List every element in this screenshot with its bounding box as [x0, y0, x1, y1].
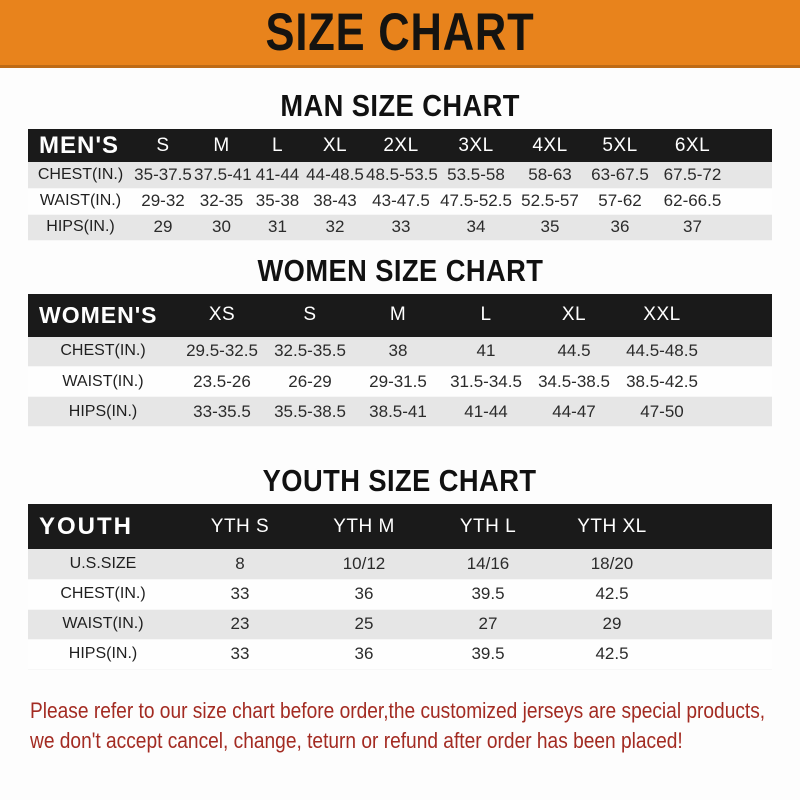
table-cell: 29: [133, 214, 193, 240]
table-cell: 39.5: [426, 579, 550, 609]
table-cell: 33: [365, 214, 437, 240]
men-size-table: [28, 129, 772, 241]
column-header: XXL: [643, 304, 681, 325]
column-header: YTH L: [459, 515, 517, 537]
table-cell: 31.5-34.5: [442, 367, 530, 397]
table-cell: [730, 214, 772, 240]
table-cell: HIPS(IN.): [28, 639, 178, 669]
table-cell: 35-37.5: [133, 162, 193, 188]
table-cell: 41-44: [250, 162, 305, 188]
table-cell: [674, 579, 772, 609]
table-cell: 25: [302, 609, 426, 639]
table-cell: 14/16: [426, 549, 550, 579]
table-cell: [730, 188, 772, 214]
table-cell: 43-47.5: [365, 188, 437, 214]
column-header: S: [156, 134, 170, 156]
table-cell: 67.5-72: [655, 162, 730, 188]
column-header: M: [213, 134, 230, 156]
table-cell: 33: [178, 579, 302, 609]
youth-section-title: YOUTH SIZE CHART: [263, 463, 537, 498]
table-cell: 48.5-53.5: [365, 162, 437, 188]
table-cell: 23.5-26: [178, 367, 266, 397]
table-header-row: [28, 129, 772, 162]
table-row: [28, 367, 772, 397]
table-cell: 52.5-57: [515, 188, 585, 214]
table-cell: 38-43: [305, 188, 365, 214]
table-row: [28, 214, 772, 240]
table-cell: [674, 609, 772, 639]
table-cell: 38.5-42.5: [618, 367, 706, 397]
table-cell: [730, 162, 772, 188]
column-header: YTH M: [333, 515, 395, 537]
table-cell: 42.5: [550, 639, 674, 669]
table-header-row: [28, 504, 772, 549]
footer-line-1: Please refer to our size chart before order,the customized jerseys are special products,: [30, 697, 766, 723]
table-cell: [706, 397, 772, 427]
table-cell: 38: [354, 337, 442, 367]
table-cell: 37: [655, 214, 730, 240]
women-size-table: [28, 294, 772, 428]
table-cell: 34: [437, 214, 515, 240]
table-row: [28, 162, 772, 188]
table-cell: 39.5: [426, 639, 550, 669]
table-cell: 47.5-52.5: [437, 188, 515, 214]
table-cell: CHEST(IN.): [28, 337, 178, 367]
column-header: 4XL: [532, 134, 568, 156]
men-section-title: MAN SIZE CHART: [280, 88, 520, 123]
size-chart-banner: [0, 0, 800, 68]
table-cell: HIPS(IN.): [28, 397, 178, 427]
table-cell: 63-67.5: [585, 162, 655, 188]
column-header: [730, 129, 772, 162]
table-cell: 44-48.5: [305, 162, 365, 188]
table-cell: 41: [442, 337, 530, 367]
column-header: XL: [561, 304, 587, 325]
column-header: 2XL: [383, 134, 419, 156]
column-header: XL: [322, 134, 348, 156]
table-cell: 32-35: [193, 188, 250, 214]
table-cell: 36: [585, 214, 655, 240]
table-cell: 8: [178, 549, 302, 579]
table-cell: 58-63: [515, 162, 585, 188]
table-cell: 36: [302, 579, 426, 609]
footer-line-2: we don't accept cancel, change, teturn or refund after order has been placed!: [30, 727, 683, 753]
table-cell: WAIST(IN.): [28, 188, 133, 214]
table-cell: 35: [515, 214, 585, 240]
table-cell: 44.5: [530, 337, 618, 367]
table-cell: 29.5-32.5: [178, 337, 266, 367]
table-cell: 10/12: [302, 549, 426, 579]
table-row: [28, 337, 772, 367]
table-cell: 29-32: [133, 188, 193, 214]
table-cell: 57-62: [585, 188, 655, 214]
table-cell: [674, 549, 772, 579]
column-header: [706, 294, 772, 337]
table-row: [28, 188, 772, 214]
table-cell: 29: [550, 609, 674, 639]
table-header-row: [28, 294, 772, 337]
table-cell: 33: [178, 639, 302, 669]
table-cell: CHEST(IN.): [28, 579, 178, 609]
column-header: 3XL: [458, 134, 494, 156]
table-cell: WAIST(IN.): [28, 609, 178, 639]
men-section: [0, 89, 800, 241]
column-header: L: [480, 304, 492, 325]
table-cell: 38.5-41: [354, 397, 442, 427]
table-cell: 29-31.5: [354, 367, 442, 397]
youth-size-table: [28, 504, 772, 670]
column-header: M: [389, 304, 407, 325]
table-cell: 53.5-58: [437, 162, 515, 188]
column-header: WOMEN'S: [39, 301, 158, 328]
table-row: [28, 549, 772, 579]
column-header: 6XL: [674, 134, 711, 156]
column-header: 5XL: [602, 134, 638, 156]
table-cell: 30: [193, 214, 250, 240]
footer-note: [30, 696, 800, 756]
youth-section: [0, 464, 800, 670]
table-cell: 26-29: [266, 367, 354, 397]
table-cell: 31: [250, 214, 305, 240]
women-section-title: WOMEN SIZE CHART: [257, 252, 543, 288]
column-header: [674, 504, 772, 549]
table-cell: 33-35.5: [178, 397, 266, 427]
table-row: [28, 579, 772, 609]
table-cell: U.S.SIZE: [28, 549, 178, 579]
table-cell: [674, 639, 772, 669]
table-row: [28, 609, 772, 639]
table-cell: 44-47: [530, 397, 618, 427]
column-header: YOUTH: [39, 512, 133, 540]
table-cell: 62-66.5: [655, 188, 730, 214]
table-cell: 42.5: [550, 579, 674, 609]
table-row: [28, 397, 772, 427]
table-cell: 32.5-35.5: [266, 337, 354, 367]
column-header: XS: [208, 304, 236, 325]
table-cell: 47-50: [618, 397, 706, 427]
table-cell: 18/20: [550, 549, 674, 579]
table-cell: 35-38: [250, 188, 305, 214]
table-cell: 37.5-41: [193, 162, 250, 188]
table-cell: 32: [305, 214, 365, 240]
table-cell: HIPS(IN.): [28, 214, 133, 240]
column-header: L: [271, 134, 284, 156]
column-header: MEN'S: [39, 131, 120, 159]
column-header: S: [303, 304, 317, 325]
column-header: YTH S: [210, 515, 270, 537]
women-section: [0, 254, 800, 428]
table-cell: 41-44: [442, 397, 530, 427]
table-cell: [706, 337, 772, 367]
column-header: YTH XL: [577, 515, 647, 537]
table-cell: 23: [178, 609, 302, 639]
table-cell: 34.5-38.5: [530, 367, 618, 397]
table-cell: CHEST(IN.): [28, 162, 133, 188]
banner-title: SIZE CHART: [265, 3, 535, 62]
table-cell: [706, 367, 772, 397]
table-cell: 44.5-48.5: [618, 337, 706, 367]
table-cell: 27: [426, 609, 550, 639]
table-cell: 35.5-38.5: [266, 397, 354, 427]
table-cell: 36: [302, 639, 426, 669]
table-cell: WAIST(IN.): [28, 367, 178, 397]
table-row: [28, 639, 772, 669]
